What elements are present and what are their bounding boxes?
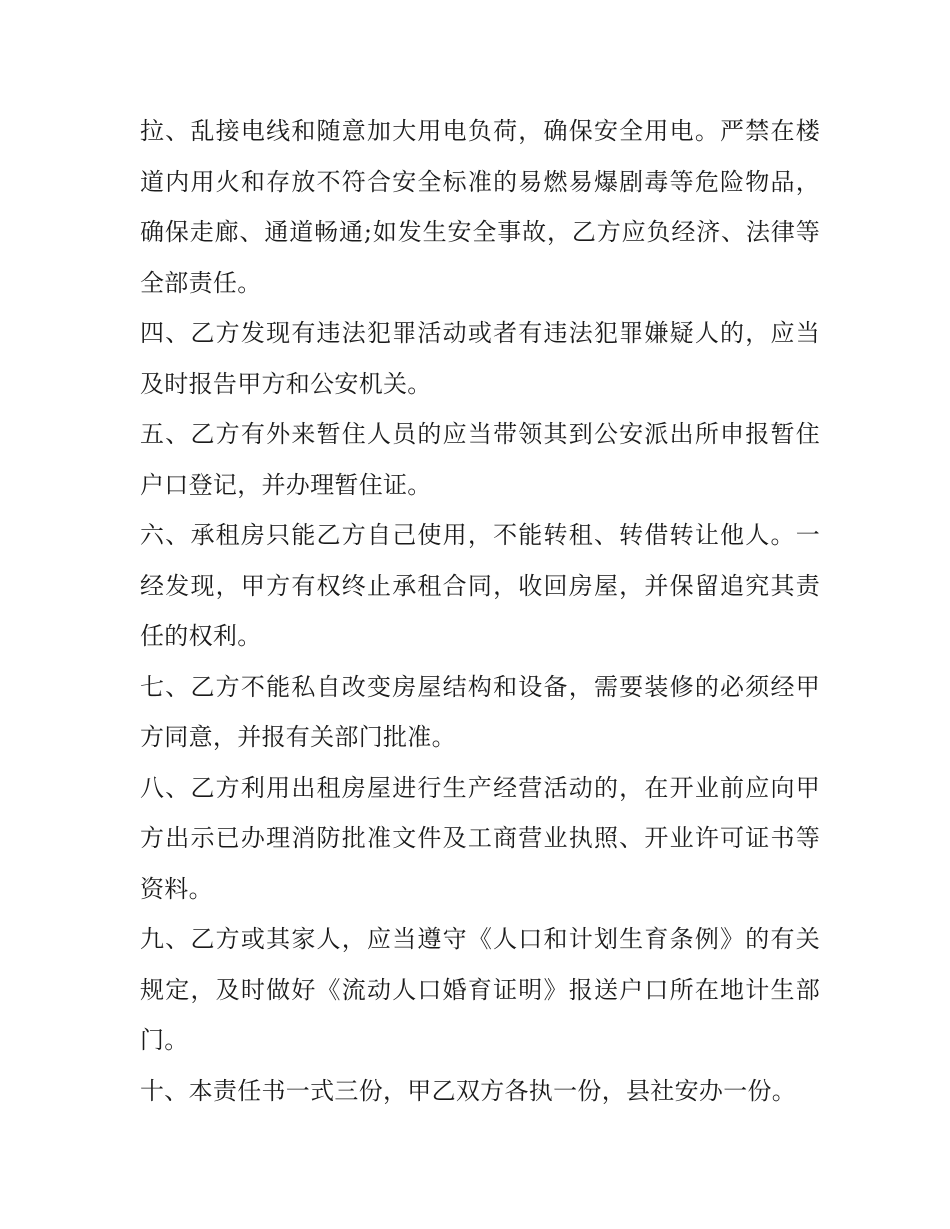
paragraph-clause-6: 六、承租房只能乙方自己使用，不能转租、转借转让他人。一经发现，甲方有权终止承租合同，收回房屋，并保留追究其责任的权利。	[140, 521, 820, 650]
paragraph-clause-8: 八、乙方利用出租房屋进行生产经营活动的，在开业前应向甲方出示已办理消防批准文件及工商营业执照、开业许可证书等资料。	[140, 773, 820, 903]
paragraph-continuation: 拉、乱接电线和随意加大用电负荷，确保安全用电。严禁在楼道内用火和存放不符合安全标准的易燃易爆剧毒等危险物品，确保走廊、通道畅通;如发生安全事故，乙方应负经济、法律等全部责任。	[140, 117, 820, 297]
paragraph-clause-7: 七、乙方不能私自改变房屋结构和设备，需要装修的必须经甲方同意，并报有关部门批准。	[140, 672, 820, 751]
paragraph-clause-5: 五、乙方有外来暂住人员的应当带领其到公安派出所申报暂住户口登记，并办理暂住证。	[140, 420, 820, 499]
paragraph-clause-10: 十、本责任书一式三份，甲乙双方各执一份，县社安办一份。	[140, 1076, 797, 1105]
document-body	[140, 106, 820, 1116]
paragraph-clause-4: 四、乙方发现有违法犯罪活动或者有违法犯罪嫌疑人的，应当及时报告甲方和公安机关。	[140, 319, 820, 398]
paragraph-clause-9: 九、乙方或其家人，应当遵守《人口和计划生育条例》的有关规定，及时做好《流动人口婚育证明》报送户口所在地计生部门。	[140, 925, 820, 1054]
